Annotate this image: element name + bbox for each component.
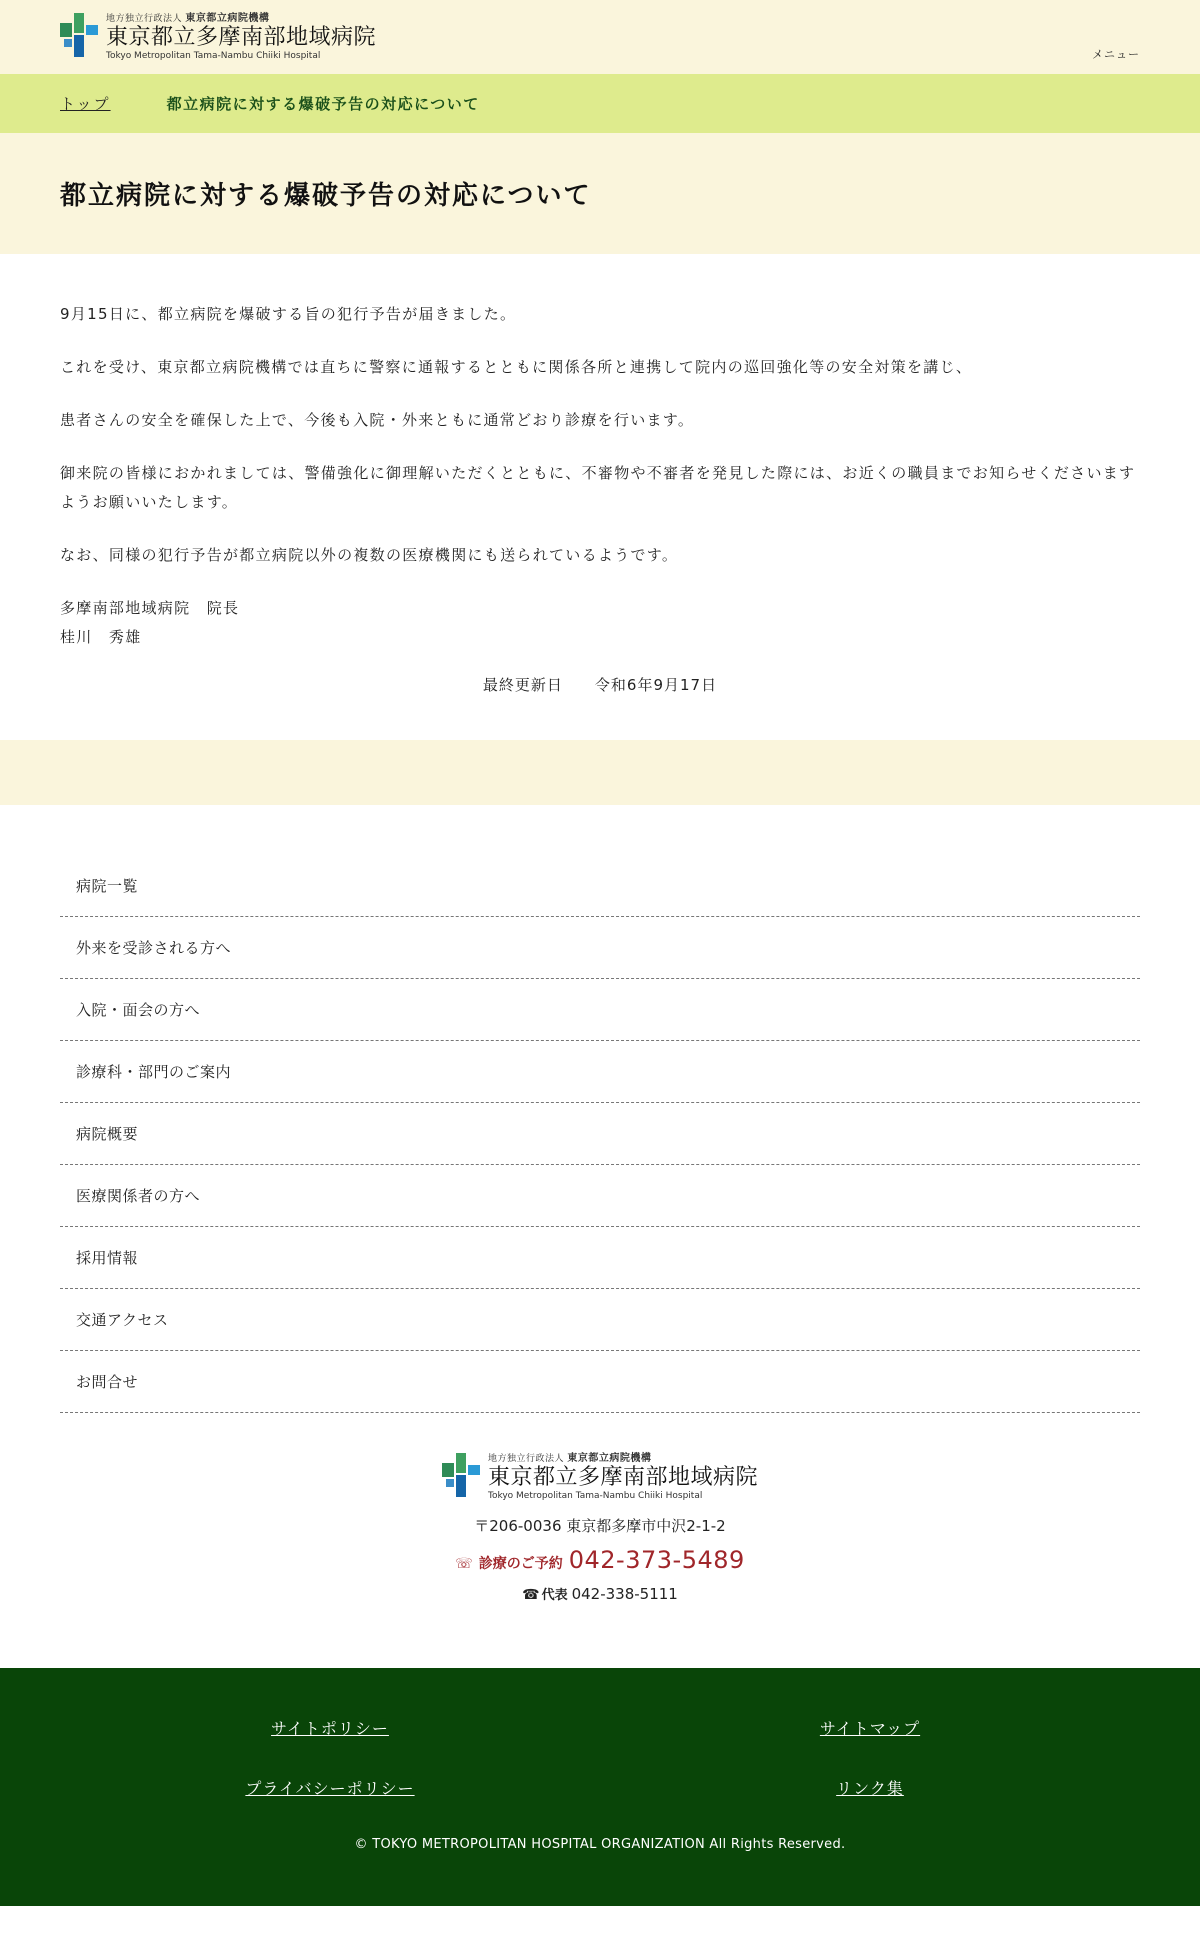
footer-nav-item[interactable]: お問合せ [60,1351,1140,1413]
main-phone-label: 代表 [541,1588,568,1603]
footer-nav-item[interactable]: 入院・面会の方へ [60,979,1140,1041]
last-updated-date: 令和6年9月17日 [594,676,718,694]
logo-mark-icon [442,1453,480,1499]
site-policy-link[interactable]: サイトポリシー [271,1719,389,1738]
logo-hospital-name: 東京都立多摩南部地域病院 [106,25,377,50]
title-band [0,133,1200,254]
phone-icon: ☎ [522,1587,540,1603]
reservation-number: 042-373-5489 [568,1546,745,1574]
page-title: 都立病院に対する爆破予告の対応について [60,181,592,211]
article-paragraph: これを受け、東京都立病院機構では直ちに警察に通報するとともに関係各所と連携して院内の巡回強化等の安全対策を講じ、 [60,358,973,376]
address: 〒206-0036 東京都多摩市中沢2-1-2 [474,1517,726,1535]
privacy-policy-link[interactable]: プライバシーポリシー [245,1779,415,1798]
hospital-logo[interactable] [60,13,376,61]
logo-mark-icon [60,13,98,59]
main-phone[interactable] [0,1584,1200,1603]
breadcrumb [0,74,1200,133]
reservation-phone[interactable] [455,1546,745,1574]
logo-org: 地方独立行政法人 東京都立病院機構 [487,1453,652,1464]
last-updated-label: 最終更新日 [482,676,563,694]
footer-nav-item[interactable]: 医療関係者の方へ [60,1165,1140,1227]
breadcrumb-top-link[interactable]: トップ [60,95,111,113]
article-paragraph: 御来院の皆様におかれましては、警備強化に御理解いただくとともに、不審物や不審者を発見した際には、お近くの職員までお知らせくださいますようお願いいたします。 [60,464,1136,511]
bottom-footer [0,1668,1200,1906]
site-header [0,0,1200,74]
footer-nav-item[interactable]: 診療科・部門のご案内 [60,1041,1140,1103]
footer-info [0,1413,1200,1668]
article-paragraph: なお、同様の犯行予告が都立病院以外の複数の医療機関にも送られているようです。 [60,546,679,564]
last-updated [60,674,1140,695]
signature-title: 多摩南部地域病院 院長 [60,599,240,617]
menu-button[interactable]: メニュー [1092,46,1140,62]
article-body [0,254,1200,740]
signature [60,594,1140,652]
links-page-link[interactable]: リンク集 [836,1779,904,1798]
logo-org: 地方独立行政法人 東京都立病院機構 [106,13,270,24]
main-phone-number: 042-338-5111 [571,1585,678,1603]
calendar-phone-icon: ☏ [455,1556,473,1572]
divider-band [0,740,1200,805]
reservation-label: 診療のご予約 [478,1556,563,1572]
footer-logo[interactable] [442,1453,758,1501]
signature-name: 桂川 秀雄 [60,628,142,646]
footer-nav [0,805,1200,1413]
logo-english-name: Tokyo Metropolitan Tama-Nambu Chiiki Hospital [487,1491,703,1501]
breadcrumb-current: 都立病院に対する爆破予告の対応について [166,95,480,113]
sitemap-link[interactable]: サイトマップ [819,1719,921,1738]
logo-english-name: Tokyo Metropolitan Tama-Nambu Chiiki Hospital [106,51,321,61]
footer-nav-item[interactable]: 病院一覧 [60,855,1140,917]
footer-nav-item[interactable]: 外来を受診される方へ [60,917,1140,979]
footer-nav-item[interactable]: 交通アクセス [60,1289,1140,1351]
logo-hospital-name: 東京都立多摩南部地域病院 [487,1465,758,1490]
article-paragraph: 患者さんの安全を確保した上で、今後も入院・外来ともに通常どおり診療を行います。 [60,411,695,429]
footer-nav-item[interactable]: 病院概要 [60,1103,1140,1165]
copyright: © TOKYO METROPOLITAN HOSPITAL ORGANIZATION All Rights Reserved. [354,1837,846,1852]
footer-nav-item[interactable]: 採用情報 [60,1227,1140,1289]
article-paragraph: 9月15日に、都立病院を爆破する旨の犯行予告が届きました。 [60,305,517,323]
